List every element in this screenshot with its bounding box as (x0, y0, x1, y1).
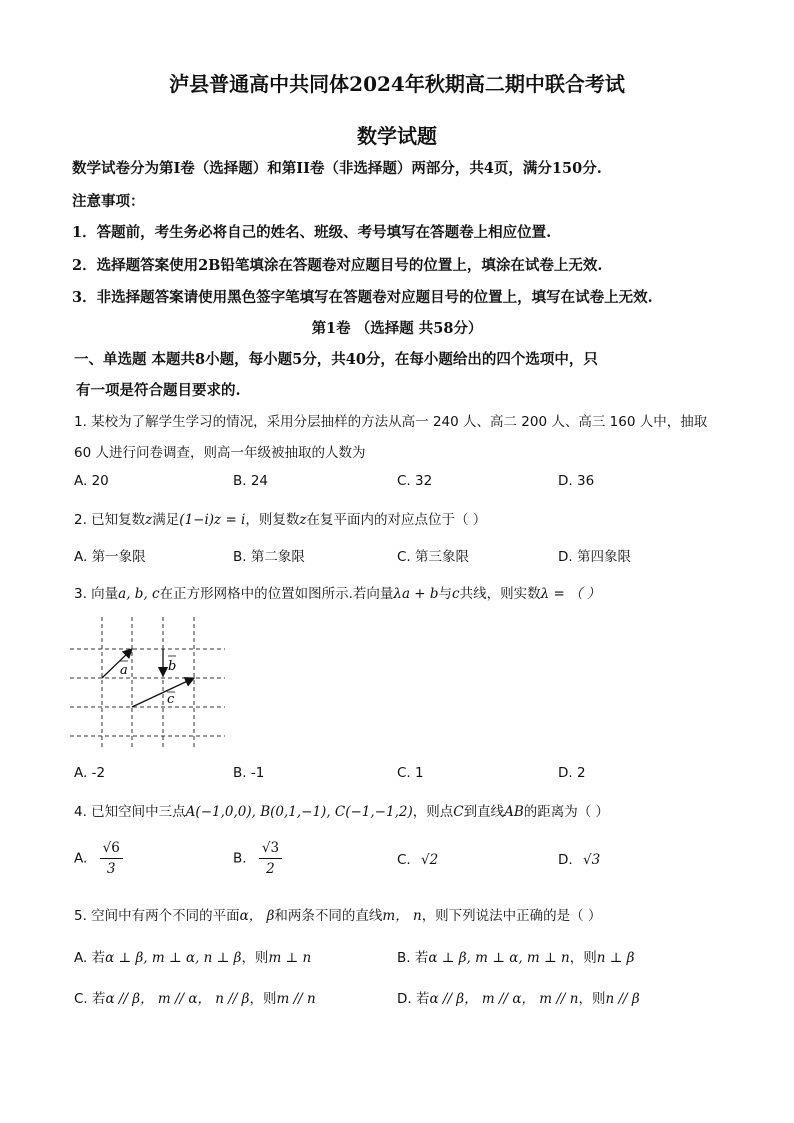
q5-option-b-label: B. 若 (397, 950, 429, 966)
q3-vectors: a, b, c (118, 586, 160, 602)
q4-line-ab: AB (504, 804, 524, 820)
q2-option-a: A. 第一象限 (74, 549, 146, 565)
q5-suffix: ，则下列说法中正确的是（ ） (421, 908, 602, 924)
q5-option-a-condition: α ⊥ β, m ⊥ α, n ⊥ β (105, 950, 242, 966)
section-heading-line2: 有一项是符合题目要求的. (76, 382, 241, 399)
q5-option-c (74, 987, 316, 1007)
q5-mid: 和两条不同的直线 (274, 908, 383, 924)
q3-mid1: 在正方形网格中的位置如图所示.若向量 (159, 586, 394, 602)
q5-option-b (397, 946, 634, 966)
q3-lambda: λ = （ ） (540, 586, 601, 602)
q4-option-c (397, 852, 438, 868)
vector-grid-figure (70, 612, 230, 752)
q4-prefix: 4. 已知空间中三点 (74, 804, 186, 820)
note-1: 1．答题前，考生务必将自己的姓名、班级、考号填写在答题卷上相应位置. (72, 224, 552, 241)
q4-option-c-label: C. (397, 852, 411, 868)
q1-option-c: C. 32 (397, 473, 433, 489)
q5-option-d-result: n // β (605, 991, 640, 1007)
q3-expression: λa + b (393, 586, 439, 602)
q2-option-b: B. 第二象限 (233, 549, 305, 565)
q4-option-b-label: B. (233, 850, 247, 867)
q4-option-d-label: D. (558, 852, 573, 868)
q4-option-a-label: A. (74, 850, 88, 867)
q5-stem (74, 904, 601, 924)
q4-option-a (74, 840, 123, 877)
q5-option-b-result: n ⊥ β (596, 950, 635, 966)
q3-vec-c: c (452, 586, 460, 602)
q2-option-d: D. 第四象限 (558, 549, 631, 565)
q1-option-b: B. 24 (233, 473, 269, 489)
q3-option-c: C. 1 (397, 765, 424, 781)
q4-mid2: 到直线 (463, 804, 505, 820)
q5-prefix: 5. 空间中有两个不同的平面 (74, 908, 240, 924)
q3-stem (74, 582, 600, 602)
q1-text-line1: 1. 某校为了解学生学习的情况，采用分层抽样的方法从高一 240 人、高二 200 人、高三 160 人中，抽取 (74, 414, 708, 430)
note-2: 2．选择题答案使用2B铅笔填涂在答题卷对应题目号的位置上，填涂在试卷上无效. (72, 257, 603, 274)
q5-option-d (397, 987, 640, 1007)
q2-equation: (1−i)z = i (179, 512, 246, 528)
q2-var-z2: z (299, 512, 307, 528)
q3-option-b: B. -1 (233, 765, 265, 781)
exam-description: 数学试卷分为第I卷（选择题）和第II卷（非选择题）两部分，共4页，满分150分. (72, 160, 602, 177)
q4-option-d (558, 852, 600, 868)
q4-stem (74, 800, 609, 820)
q5-lines: m， n (382, 908, 422, 924)
q3-prefix: 3. 向量 (74, 586, 119, 602)
q4-option-b (233, 840, 282, 877)
q4-points: A(−1,0,0), B(0,1,−1), C(−1,−1,2) (185, 804, 413, 820)
exam-subtitle: 数学试题 (357, 124, 437, 148)
vector-b-label: b (168, 659, 177, 674)
q4-option-b-numerator: √3 (259, 840, 282, 859)
note-3: 3．非选择题答案请使用黑色签字笔填写在答题卷对应题目号的位置上，填写在试卷上无效. (72, 289, 653, 306)
exam-title: 泸县普通高中共同体2024年秋期高二期中联合考试 (169, 72, 625, 96)
q2-option-c: C. 第三象限 (397, 549, 470, 565)
q5-option-d-label: D. 若 (397, 991, 430, 1007)
q1-option-d: D. 36 (558, 473, 595, 489)
q4-option-a-denominator: 3 (106, 861, 116, 877)
q2-mid2: ，则复数 (245, 512, 300, 528)
part1-heading: 第1卷 （选择题 共58分） (311, 320, 483, 337)
section-heading-line1: 一、单选题 本题共8小题，每小题5分，共40分，在每小题给出的四个选项中，只 (74, 351, 598, 368)
q2-stem (74, 508, 486, 528)
q3-suffix: 共线，则实数 (459, 586, 541, 602)
q4-option-b-denominator: 2 (266, 861, 275, 877)
q3-mid2: 与 (438, 586, 453, 602)
q1-option-a: A. 20 (74, 473, 109, 489)
q3-option-a: A. -2 (74, 765, 106, 781)
q5-option-c-label: C. 若 (74, 991, 106, 1007)
q5-option-a (74, 946, 311, 966)
q4-mid: ，则点 (412, 804, 454, 820)
q4-suffix: 的距离为（ ） (523, 804, 610, 820)
q5-option-b-condition: α ⊥ β, m ⊥ α, m ⊥ n (428, 950, 570, 966)
q5-option-c-result: m // n (276, 991, 316, 1007)
q5-planes: α， β (239, 908, 275, 924)
q4-option-a-numerator: √6 (100, 840, 123, 859)
vector-c-label: c (167, 692, 175, 707)
vector-a-label: a (120, 663, 128, 678)
q2-prefix: 2. 已知复数 (74, 512, 146, 528)
q2-mid1: 满足 (152, 512, 180, 528)
q5-option-d-then: ，则 (578, 991, 606, 1007)
q5-option-a-then: ，则 (241, 950, 269, 966)
q4-point-c: C (453, 804, 464, 820)
notice-title: 注意事项： (72, 193, 145, 210)
q2-suffix: 在复平面内的对应点位于（ ） (306, 512, 487, 528)
q5-option-a-result: m ⊥ n (268, 950, 312, 966)
q3-option-d: D. 2 (558, 765, 586, 781)
q1-text-line2: 60 人进行问卷调查，则高一年级被抽取的人数为 (74, 445, 366, 461)
q5-option-d-condition: α // β， m // α， m // n (429, 991, 579, 1007)
q5-option-c-then: ，则 (249, 991, 277, 1007)
q4-option-d-value: √3 (582, 852, 601, 868)
q4-option-c-value: √2 (421, 852, 439, 868)
q5-option-b-then: ，则 (569, 950, 597, 966)
q5-option-c-condition: α // β， m // α， n // β (105, 991, 250, 1007)
q2-var-z: z (145, 512, 153, 528)
grid-lines (70, 617, 225, 748)
q5-option-a-label: A. 若 (74, 950, 106, 966)
